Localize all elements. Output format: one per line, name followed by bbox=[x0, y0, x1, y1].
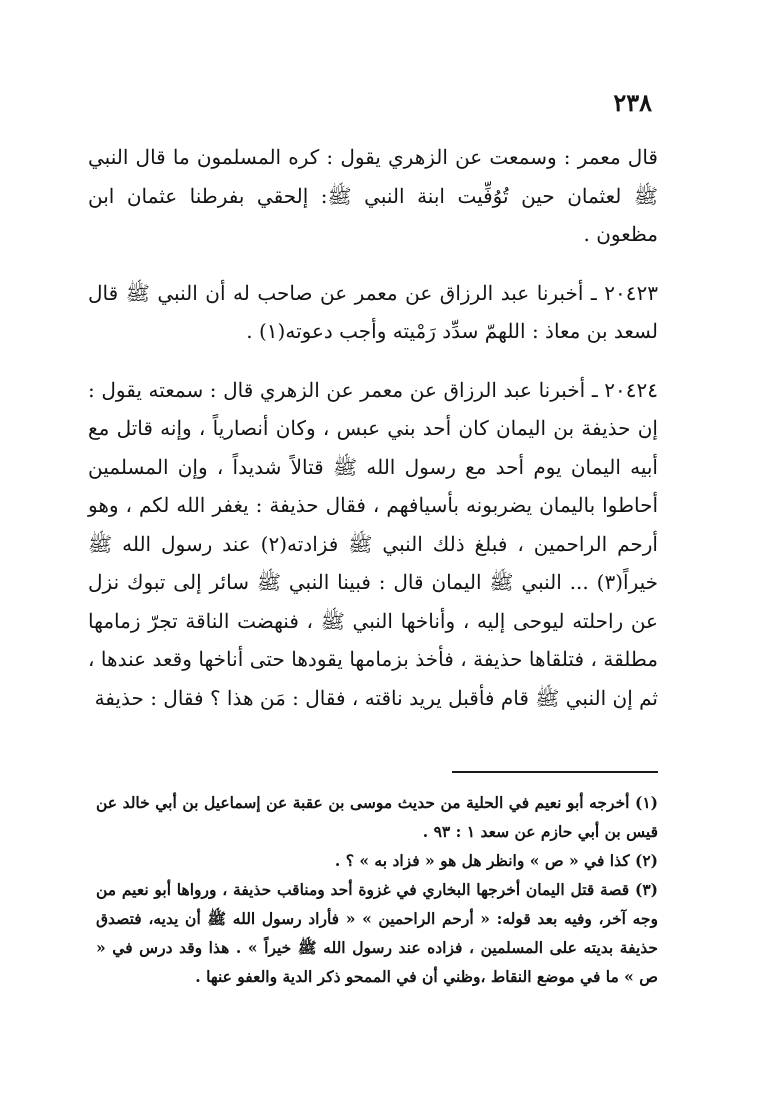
footnote-2: (٢) كذا في « ص » وانظر هل هو « فزاد به » ؟ . bbox=[334, 851, 658, 870]
footnote-1: (١) أخرجه أبو نعيم في الحلية من حديث موسى بن عقبة عن إسماعيل بن أبي خالد عن قيس بن أبي حازم عن سعد ١ : ٩٣ . bbox=[96, 793, 658, 841]
paragraph-mamar-zuhri: قال معمر : وسمعت عن الزهري يقول : كره المسلمون ما قال النبي ﷺ لعثمان حين تُوُفِّيت ابنة النبي ﷺ: إلحقي بفرطنا عثمان ابن مظعون . bbox=[88, 145, 658, 246]
paragraph-hadith-20424: ٢٠٤٢٤ ـ أخبرنا عبد الرزاق عن معمر عن الزهري قال : سمعته يقول : إن حذيفة بن اليمان كان أحد بني عبس ، وكان أنصارياً ، وإنه قاتل مع أبيه اليمان يوم أحد مع رسول الله ﷺ قتالاً شديداً ، وإن المسلمين أحاطوا باليمان يضربونه بأسيافهم ، فقال حذيفة : يغفر الله لكم ، وهو أرحم الراحمين ، فبلغ ذلك النبي ﷺ فزادته(٢) عند رسول الله ﷺ خيراً(٣) ... النبي ﷺ اليمان قال : فبينا النبي ﷺ سائر إلى تبوك نزل عن راحلته ليوحى إليه ، وأناخها النبي ﷺ ، فنهضت الناقة تجرّ زمامها مطلقة ، فتلقاها حذيفة ، فأخذ بزمامها يقودها حتى أناخها وقعد عندها ، ثم إن النبي ﷺ قام فأقبل يريد ناقته ، فقال : مَن هذا ؟ فقال : حذيفة bbox=[88, 377, 658, 710]
page-number: ٢٣٨ bbox=[613, 88, 652, 117]
footnotes bbox=[96, 788, 658, 991]
paragraph-hadith-20423: ٢٠٤٢٣ ـ أخبرنا عبد الرزاق عن معمر عن صاحب له أن النبي ﷺ قال لسعد بن معاذ : اللهمّ سدِّد رَمْيته وأجب دعوته(١) . bbox=[88, 280, 658, 343]
footnote-divider bbox=[452, 771, 658, 773]
main-text bbox=[88, 138, 658, 717]
footnote-3: (٣) قصة قتل اليمان أخرجها البخاري في غزوة أحد ومناقب حذيفة ، ورواها أبو نعيم من وجه آخر، وفيه بعد قوله: « أرحم الراحمين » « فأراد رسول الله ﷺ أن يديه، فتصدق حذيفة بديته على المسلمين ، فزاده عند رسول الله ﷺ خيراً » . هذا وقد درس في « ص » ما في موضع النقاط ،وظني أن في الممحو ذكر الدية والعفو عنها . bbox=[96, 880, 658, 986]
